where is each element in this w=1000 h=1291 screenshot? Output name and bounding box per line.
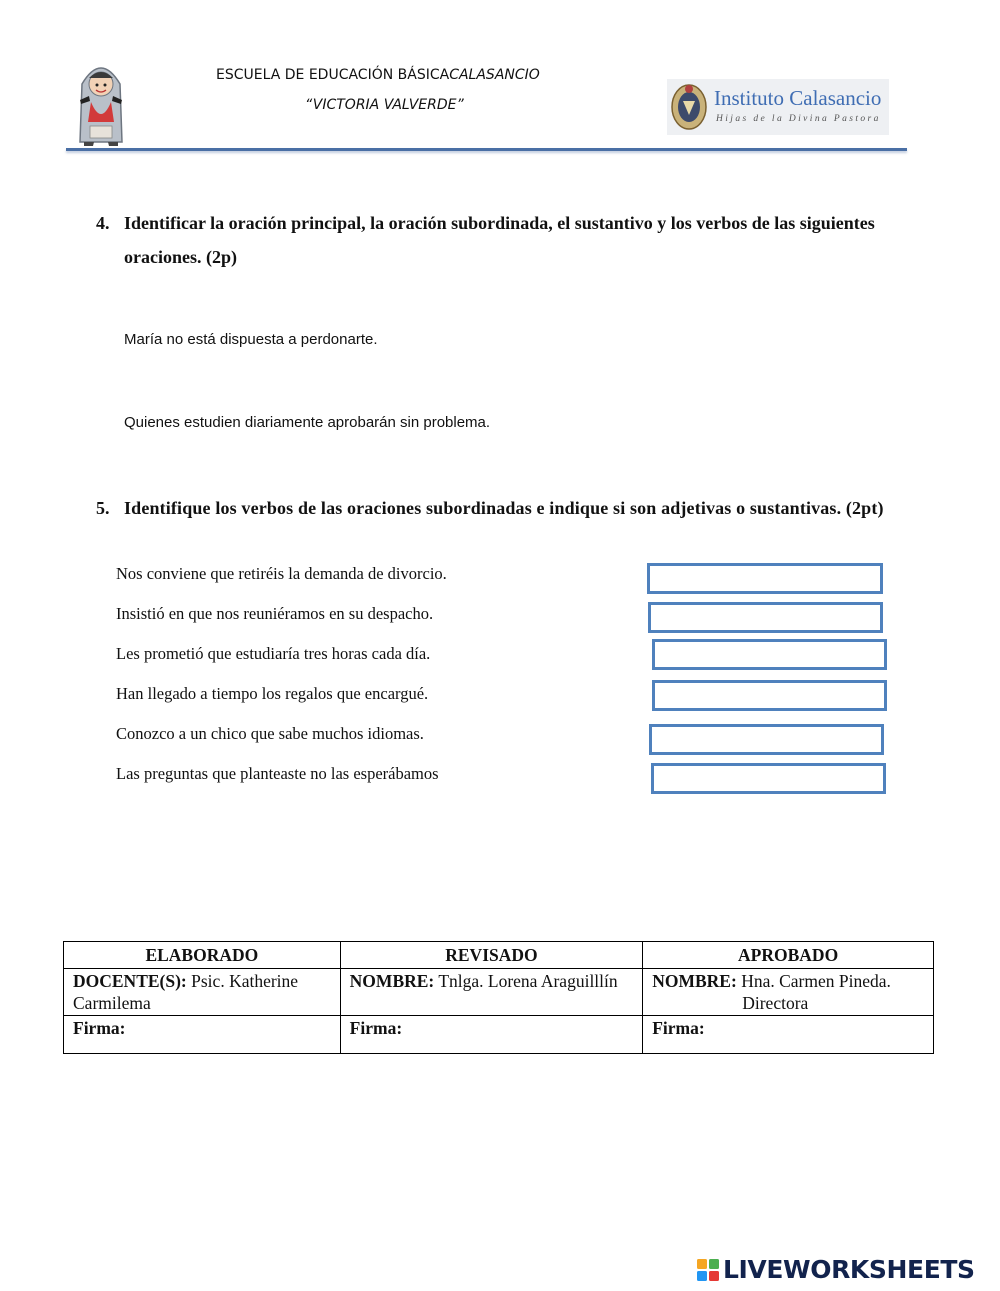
elaborado-cell: DOCENTE(S): Psic. Katherine Carmilema: [64, 969, 341, 1016]
liveworksheets-icon: [697, 1259, 719, 1281]
header-elaborado: ELABORADO: [64, 942, 341, 969]
answer-box-3[interactable]: [652, 639, 887, 670]
school-mascot-icon: [72, 56, 130, 148]
q5-sentence-4: Han llegado a tiempo los regalos que encargué.: [116, 684, 429, 703]
question-4-number: 4.: [96, 213, 110, 233]
question-4-text: Identificar la oración principal, la oración subordinada, el sustantivo y los verbos de las siguientes oraciones. (2p): [124, 213, 875, 267]
revisado-cell: NOMBRE: Tnlga. Lorena Araguilllín: [340, 969, 643, 1016]
answer-box-6[interactable]: [651, 763, 886, 794]
aprobado-cell: NOMBRE: Hna. Carmen Pineda. Directora: [643, 969, 934, 1016]
liveworksheets-wordmark: LIVEWORKSHEETS: [723, 1255, 975, 1284]
logo-title: Instituto Calasancio: [714, 86, 882, 110]
logo-subtitle: Hijas de la Divina Pastora: [716, 114, 881, 124]
answer-box-1[interactable]: [647, 563, 883, 594]
question-5-number: 5.: [96, 498, 110, 518]
school-name: “VICTORIA VALVERDE”: [305, 97, 464, 113]
q5-sentence-5: Conozco a un chico que sabe muchos idiomas.: [116, 724, 424, 743]
q4-sentence-1: María no está dispuesta a perdonarte.: [124, 331, 378, 348]
q4-sentence-2: Quienes estudien diariamente aprobarán sin problema.: [124, 414, 491, 431]
header-divider: [66, 148, 907, 151]
q5-sentence-3: Les prometió que estudiaría tres horas cada día.: [116, 644, 431, 663]
q5-sentence-1: Nos conviene que retiréis la demanda de divorcio.: [116, 564, 447, 583]
header-aprobado: APROBADO: [643, 942, 934, 969]
question-5-text: Identifique los verbos de las oraciones subordinadas e indique si son adjetivas o sustantivas. (2pt): [124, 498, 884, 518]
firma-revisado: Firma:: [340, 1016, 643, 1054]
answer-box-5[interactable]: [649, 724, 884, 755]
header-revisado: REVISADO: [340, 942, 643, 969]
q5-sentence-6: Las preguntas que planteaste no las esperábamos: [116, 764, 439, 783]
school-title: ESCUELA DE EDUCACIÓN BÁSICACALASANCIO: [216, 67, 540, 83]
firma-elaborado: Firma:: [64, 1016, 341, 1054]
answer-box-4[interactable]: [652, 680, 887, 711]
approval-table: [63, 941, 934, 1054]
answer-box-2[interactable]: [648, 602, 883, 633]
q5-sentence-2: Insistió en que nos reuniéramos en su despacho.: [116, 604, 434, 623]
firma-aprobado: Firma:: [643, 1016, 934, 1054]
